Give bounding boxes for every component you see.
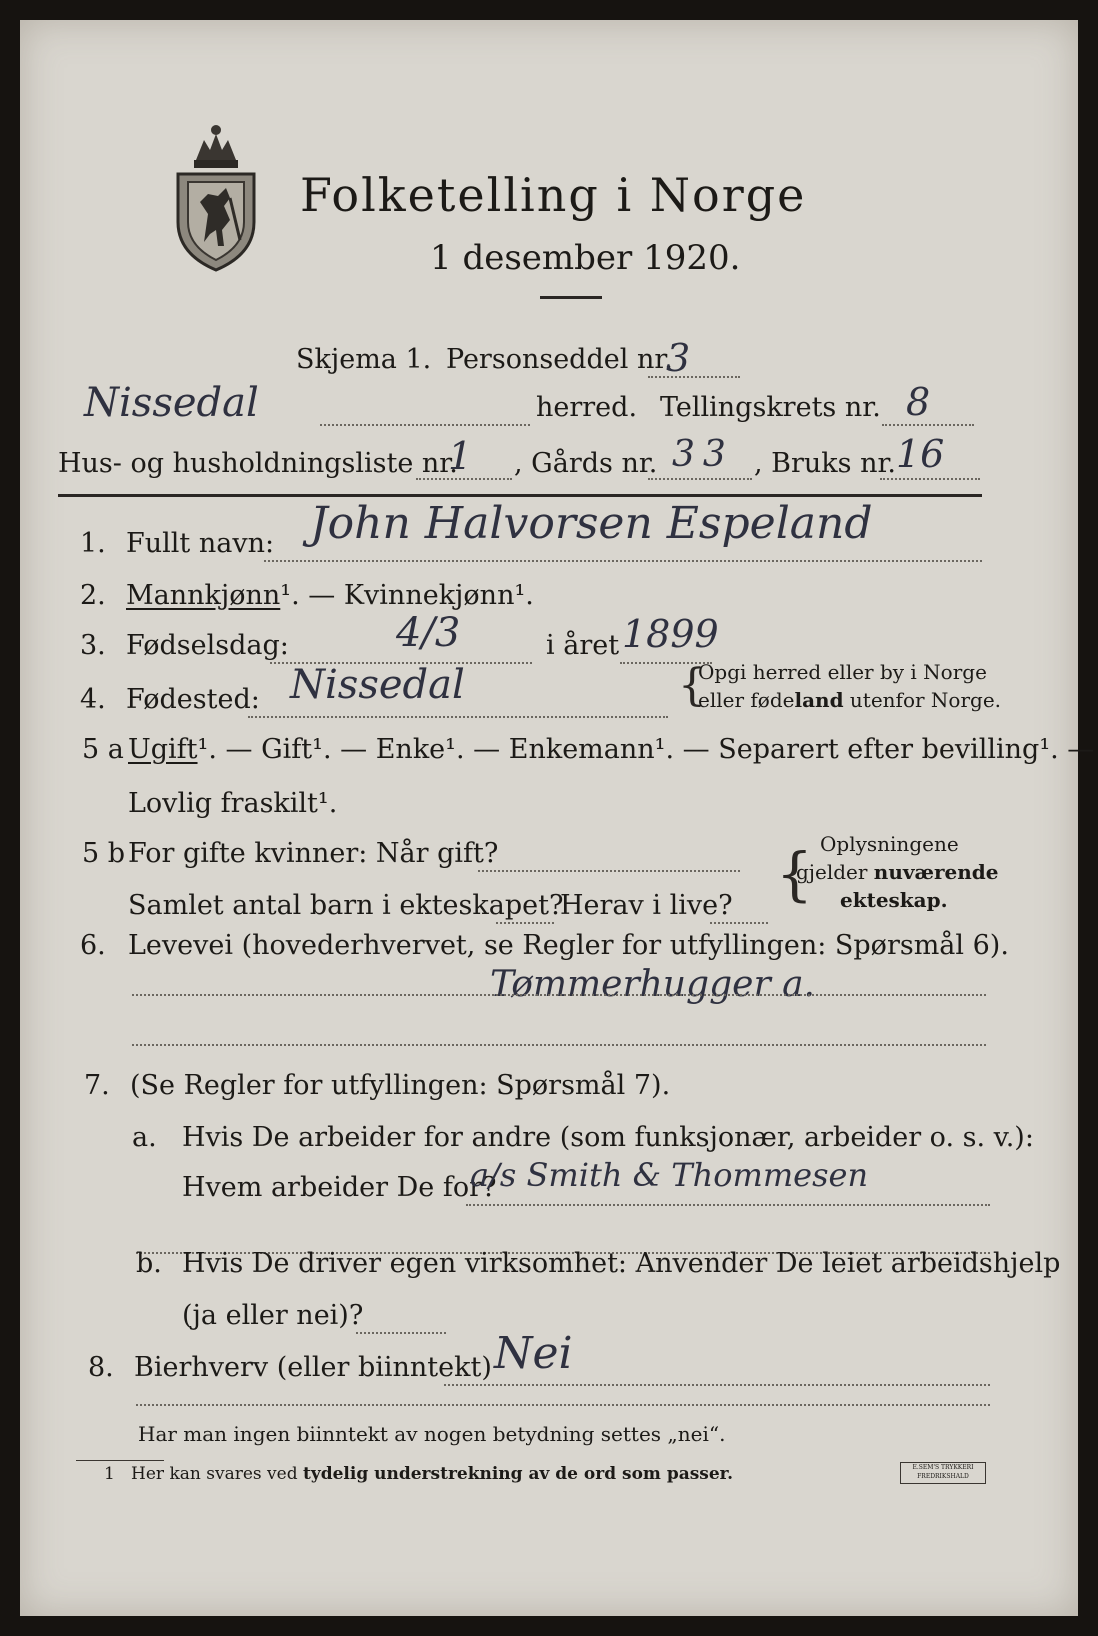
q3-value: 4/3 xyxy=(396,610,461,656)
q4-note-line2 xyxy=(698,688,1001,712)
personseddel-label: Personseddel nr. xyxy=(446,344,673,375)
printer-line2: FREDRIKSHALD xyxy=(917,1473,969,1480)
hus-value: 1 xyxy=(448,434,473,478)
q3-label: Fødselsdag: xyxy=(126,630,289,661)
footer-note: Har man ingen biinntekt av nogen betydning settes „nei“. xyxy=(138,1422,726,1446)
census-date: 1 desember 1920. xyxy=(430,238,741,278)
footnote-number: 1 xyxy=(104,1464,115,1484)
q5a-other-options: ¹. — Gift¹. — Enke¹. — Enkemann¹. — Separert efter bevilling¹. — xyxy=(197,734,1095,765)
q4-label: Fødested: xyxy=(126,684,260,715)
q2-options xyxy=(126,580,534,611)
q5b-line1: For gifte kvinner: Når gift? xyxy=(128,838,499,869)
personseddel-line xyxy=(648,376,740,378)
q5b-note2-a: gjelder xyxy=(796,860,874,884)
census-form-page xyxy=(20,20,1095,1616)
gards-line xyxy=(648,478,752,480)
gards-label: , Gårds nr. xyxy=(514,448,658,479)
q7a-value: a/s Smith & Thommesen xyxy=(470,1156,869,1194)
q4-note-line2-c: utenfor Norge. xyxy=(843,688,1002,712)
footnote-rule xyxy=(76,1460,164,1461)
herred-label: herred. xyxy=(536,392,638,423)
printer-stamp xyxy=(900,1462,986,1484)
q7a-number: a. xyxy=(132,1122,157,1153)
hus-line xyxy=(416,478,512,480)
q8-label: Bierhverv (eller biinntekt) xyxy=(134,1352,492,1383)
q6-value: Tømmerhugger a. xyxy=(490,964,816,1005)
q1-number: 1. xyxy=(80,528,106,559)
q5a-ugift: Ugift xyxy=(128,734,198,765)
q5b-note2-b: nuværende xyxy=(873,860,999,884)
header-divider xyxy=(58,494,982,497)
q8-line-extra xyxy=(136,1404,990,1406)
herred-line xyxy=(320,424,530,426)
q3-number: 3. xyxy=(80,630,106,661)
title-rule xyxy=(540,296,602,299)
personseddel-value: 3 xyxy=(666,336,691,380)
q4-note-line2-a: eller føde xyxy=(698,688,795,712)
q4-brace: { xyxy=(678,660,706,711)
q8-line xyxy=(444,1384,990,1386)
page-title: Folketelling i Norge xyxy=(300,168,807,222)
q7a-line1: Hvis De arbeider for andre (som funksjonær, arbeider o. s. v.): xyxy=(182,1122,1034,1153)
q4-note-line1: Opgi herred eller by i Norge xyxy=(698,660,987,684)
q1-line xyxy=(264,560,982,562)
q8-number: 8. xyxy=(88,1352,114,1383)
q1-value: John Halvorsen Espeland xyxy=(310,498,873,549)
herred-value: Nissedal xyxy=(84,380,259,426)
q5a-line2: Lovlig fraskilt¹. xyxy=(128,788,338,819)
q3-year-value: 1899 xyxy=(622,612,719,656)
bruks-value: 16 xyxy=(896,432,945,476)
q4-note-line2-b: land xyxy=(794,688,844,712)
bruks-label: , Bruks nr. xyxy=(754,448,897,479)
q8-value: Nei xyxy=(494,1328,573,1379)
q5b-brace: { xyxy=(776,840,813,908)
skjema-label: Skjema 1. xyxy=(296,344,432,375)
q2-separator: ¹. — xyxy=(280,580,344,611)
gards-value: 33 xyxy=(672,434,734,475)
q5b-live-label: Herav i live? xyxy=(560,890,733,921)
q5b-note1: Oplysningene xyxy=(820,832,959,856)
q2-number: 2. xyxy=(80,580,106,611)
q6-label: Levevei (hovederhvervet, se Regler for utfyllingen: Spørsmål 6). xyxy=(128,930,1009,961)
q5b-note2 xyxy=(796,860,999,884)
q5b-number: 5 b xyxy=(82,838,126,869)
q7-number: 7. xyxy=(84,1070,110,1101)
q3-year-label: i året xyxy=(546,630,620,661)
q4-number: 4. xyxy=(80,684,106,715)
q5b-gift-line xyxy=(478,870,740,872)
q5b-barn-line xyxy=(496,922,554,924)
q5b-note3: ekteskap. xyxy=(840,888,948,912)
q5b-barn-label: Samlet antal barn i ekteskapet? xyxy=(128,890,564,921)
tellingskrets-value: 8 xyxy=(906,380,931,424)
q4-line xyxy=(248,716,668,718)
footnote-text-b: tydelig understrekning av de ord som passer. xyxy=(302,1464,733,1484)
q5a-number: 5 a xyxy=(82,734,124,765)
q7a-line2: Hvem arbeider De for? xyxy=(182,1172,497,1203)
q5a-options xyxy=(128,734,1094,765)
tellingskrets-label: Tellingskrets nr. xyxy=(660,392,881,423)
q6-line2 xyxy=(132,1044,986,1046)
bruks-line xyxy=(880,478,980,480)
q7b-line1: Hvis De driver egen virksomhet: Anvender De leiet arbeidshjelp xyxy=(182,1248,1061,1279)
footnote-text-a: Her kan svares ved xyxy=(131,1464,303,1484)
printer-line1: E.SEM'S TRYKKERI xyxy=(912,1464,974,1471)
q7b-number: b. xyxy=(136,1248,162,1279)
q1-label: Fullt navn: xyxy=(126,528,275,559)
q7b-line2: (ja eller nei)? xyxy=(182,1300,364,1331)
q6-line1 xyxy=(132,994,986,996)
coat-of-arms-icon xyxy=(174,122,258,272)
hus-label: Hus- og husholdningsliste nr. xyxy=(58,448,458,479)
q7a-line xyxy=(466,1204,990,1206)
q4-value: Nissedal xyxy=(290,662,465,708)
q7b-line xyxy=(356,1332,446,1334)
tellingskrets-line xyxy=(882,424,974,426)
footnote xyxy=(104,1464,733,1484)
q6-number: 6. xyxy=(80,930,106,961)
q5b-live-line xyxy=(710,922,768,924)
q2-mannkjonn: Mannkjønn xyxy=(126,580,281,611)
q7-label: (Se Regler for utfyllingen: Spørsmål 7). xyxy=(130,1070,671,1101)
q2-kvinnekjonn: Kvinnekjønn¹. xyxy=(343,580,534,611)
